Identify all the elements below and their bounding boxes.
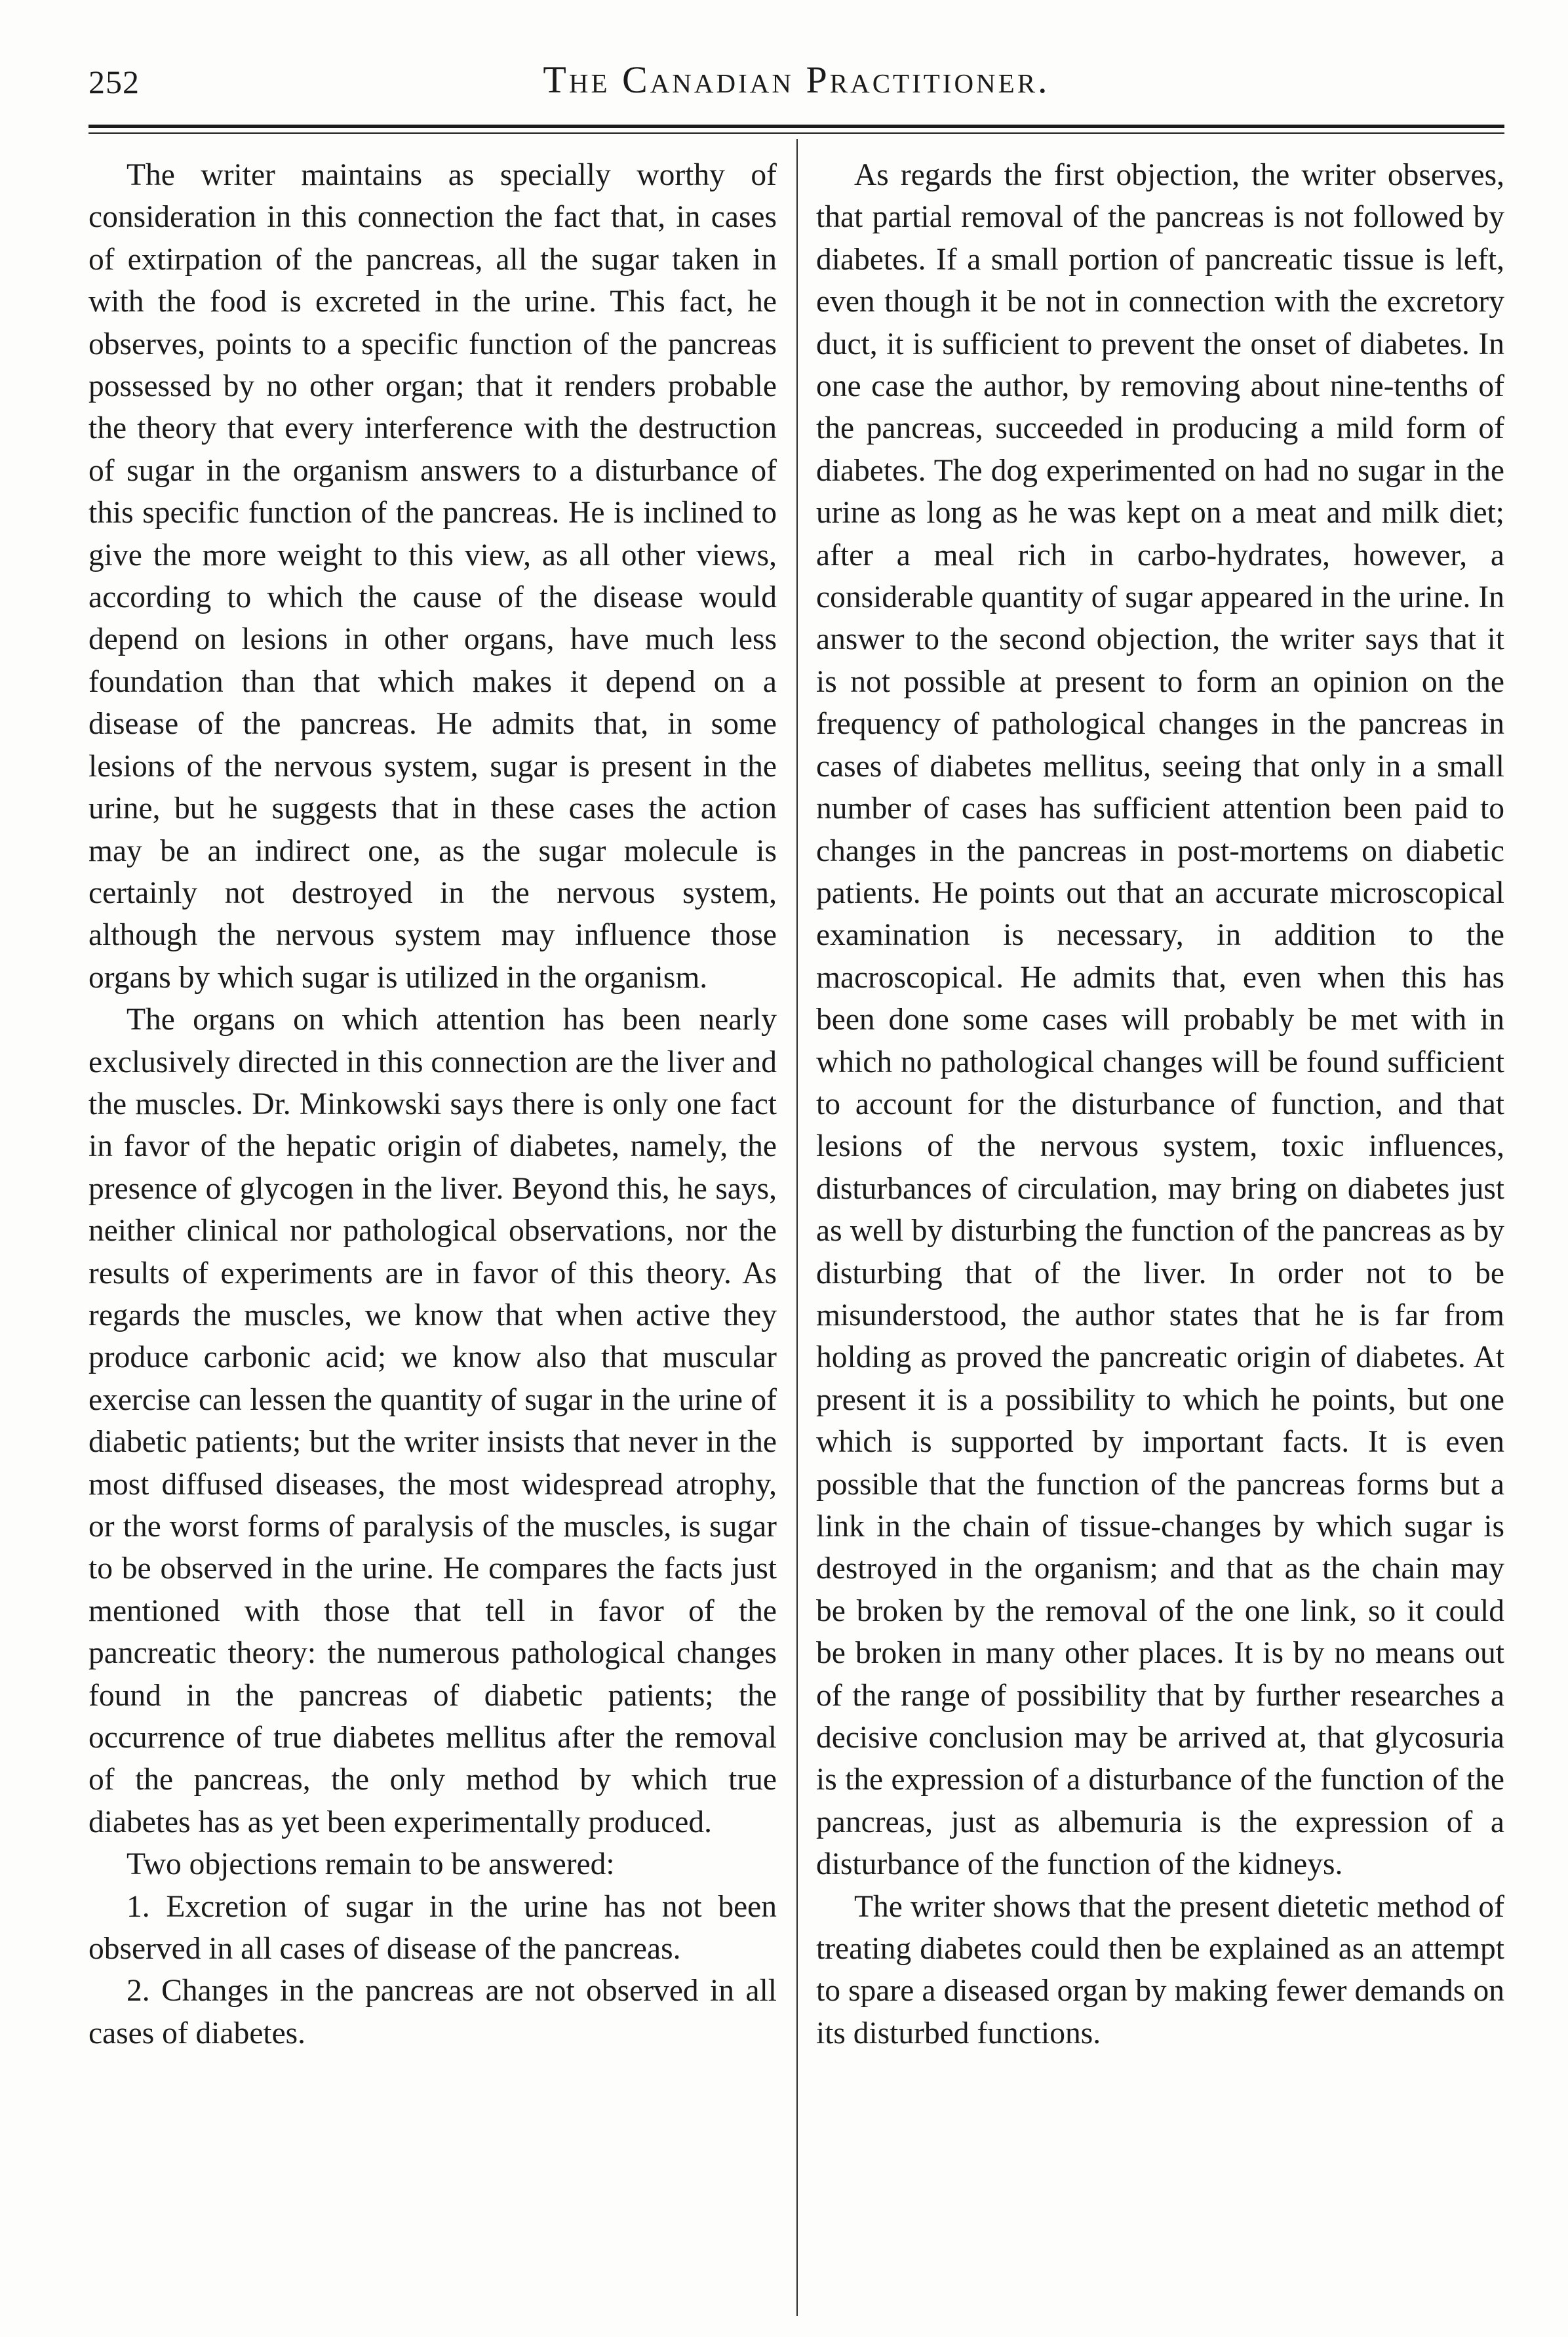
paragraph: Two objections remain to be answered: <box>127 1847 615 1882</box>
header-rule-thick <box>88 125 1504 128</box>
objection-item: 2. Changes in the pancreas are not observed in all cases of diabetes. <box>88 1974 777 2050</box>
journal-title: The Canadian Practitioner. <box>543 58 1050 101</box>
paragraph: The writer shows that the present dietetic method of treating diabetes could then be explained as an attempt to spare a diseased organ by making fewer demands on its disturbed functions. <box>816 1889 1504 2050</box>
paragraph: The organs on which attention has been nearly exclusively directed in this connection are the liver and the muscles. Dr. Minkowski says there is only one fact in favor of the hepatic origin of diabetes, namely, the presence of glycogen in the liver. Beyond this, he says, neither clinical nor pathological observations, nor the results of experiments are in favor of this theory. As regards the muscles, we know that when active they produce carbonic acid; we know also that muscular exercise can lessen the quantity of sugar in the urine of diabetic patients; but the writer insists that never in the most diffused diseases, the most widespread atrophy, or the worst forms of paralysis of the muscles, is sugar to be observed in the urine. He compares the facts just mentioned with those that tell in favor of the pancreatic theory: the numerous pathological changes found in the pancreas of diabetic patients; the occurrence of true diabetes mellitus after the removal of the pancreas, the only method by which true diabetes has as yet been experimentally produced. <box>88 1003 777 1839</box>
page-number: 252 <box>88 64 140 100</box>
header-rule-thin <box>88 132 1504 134</box>
column-divider <box>796 139 798 2316</box>
paragraph: The writer maintains as specially worthy of consideration in this connection the fact that, in cases of extirpation of the pancreas, all the sugar taken in with the food is excreted in the urine. This fact, he observes, points to a specific function of the pancreas possessed by no other organ; that it renders probable the theory that every interference with the destruction of sugar in the organism answers to a disturbance of this specific function of the pancreas. He is inclined to give the more weight to this view, as all other views, according to which the cause of the disease would depend on lesions in other organs, have much less foundation than that which makes it depend on a disease of the pancreas. He admits that, in some lesions of the nervous system, sugar is present in the urine, but he suggests that in these cases the action may be an indirect one, as the sugar molecule is certainly not destroyed in the nervous system, although the nervous system may influence those organs by which sugar is utilized in the organism. <box>88 158 777 995</box>
left-column <box>88 154 777 2054</box>
paragraph: As regards the first objection, the writer observes, that partial removal of the pancreas is not followed by diabetes. If a small portion of pancreatic tissue is left, even though it be not in connection with the excretory duct, it is sufficient to prevent the onset of diabetes. In one case the author, by removing about nine-tenths of the pancreas, succeeded in producing a mild form of diabetes. The dog experimented on had no sugar in the urine as long as he was kept on a meat and milk diet; after a meal rich in carbo-hydrates, however, a considerable quantity of sugar appeared in the urine. In answer to the second objection, the writer says that it is not possible at present to form an opinion on the frequency of pathological changes in the pancreas in cases of diabetes mellitus, seeing that only in a small number of cases has sufficient attention been paid to changes in the pancreas in post-mortems on diabetic patients. He points out that an accurate microscopical examination is necessary, in addition to the macroscopical. He admits that, even when this has been done some cases will probably be met with in which no pathological changes will be found sufficient to account for the disturbance of function, and that lesions of the nervous system, toxic influences, disturbances of circulation, may bring on diabetes just as well by disturbing the function of the pancreas as by disturbing that of the liver. In order not to be misunderstood, the author states that he is far from holding as proved the pancreatic origin of diabetes. At present it is a possibility to which he points, but one which is supported by important facts. It is even possible that the function of the pancreas forms but a link in the chain of tissue-changes by which sugar is destroyed in the organism; and that as the chain may be broken by the removal of the one link, so it could be broken in many other places. It is by no means out of the range of possibility that by further researches a decisive conclusion may be arrived at, that glycosuria is the expression of a disturbance of the function of the pancreas, just as albemuria is the expression of a disturbance of the function of the kidneys. <box>816 158 1504 1882</box>
objection-item: 1. Excretion of sugar in the urine has not been observed in all cases of disease of the pancreas. <box>88 1889 777 1967</box>
running-head <box>88 58 1504 117</box>
right-column <box>816 154 1504 2054</box>
